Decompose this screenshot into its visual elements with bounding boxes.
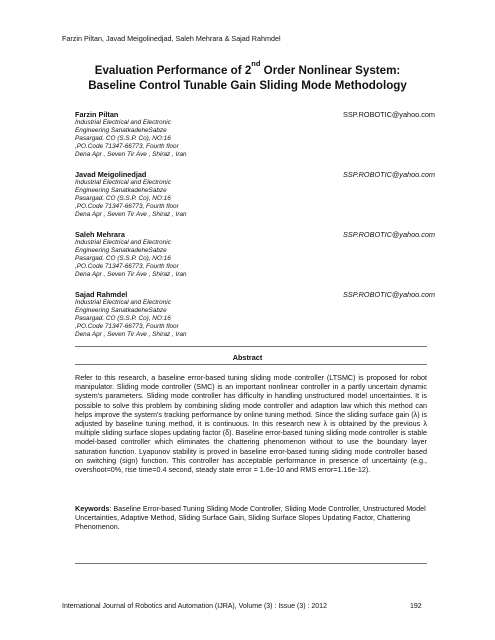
- author-email: SSP.ROBOTIC@yahoo.com: [342, 230, 435, 239]
- affiliation-line: Pasargad. CO (S.S.P. Co), NO:16: [75, 135, 171, 142]
- abstract-bottom-rule: [75, 563, 427, 564]
- affiliation-line: Industrial Electrical and Electronic: [75, 299, 171, 306]
- author-name: Saleh Mehrara: [75, 230, 125, 239]
- affiliation-line: Industrial Electrical and Electronic: [75, 239, 171, 246]
- affiliation-line: Dena Apr , Seven Tir Ave , Shiraz , Iran: [75, 151, 187, 158]
- title-line-1: [40, 59, 455, 78]
- affiliation-line: Industrial Electrical and Electronic: [75, 179, 171, 186]
- journal-footer: International Journal of Robotics and Automation (IJRA), Volume (3) : Issue (3) : 2012: [62, 603, 327, 610]
- author-name: Javad Meigolinedjad: [75, 170, 147, 179]
- title-line-1-prefix: Evaluation Performance of 2: [94, 64, 252, 77]
- abstract-text: Refer to this research, a baseline error-based tuning sliding mode controller (LTSMC) is proposed for robot manipulator. Sliding mode controller (SMC) is an important nonlinear controller in a partly uncertain dynamic system's parameters. Sliding mode controller has difficulty in handling unstructured model uncertainties. It is possible to solve this problem by combining sliding mode controller and adaption law which this method can helps improve the system's tracking performance by online tuning method. Since the sliding surface gain (λ) is adjusted by baseline tuning method, it is continuous. In this research new λ is obtained by the previous λ multiple sliding surface slopes updating factor (δ). Baseline error-based tuning sliding mode controller is stable model-based controller which eliminates the chattering phenomenon without to use the boundary layer saturation function. Lyapunov stability is proved in baseline error-based tuning sliding mode controller based on switching (sign) function. This controller has acceptable performance in presence of uncertainty (e.g., overshoot=0%, rise time=0.4 second, steady state error = 1.6e-10 and RMS error=1.16e-12).: [75, 373, 427, 475]
- title-superscript: nd: [251, 59, 261, 69]
- affiliation-line: Industrial Electrical and Electronic: [75, 119, 171, 126]
- affiliation-line: Pasargad. CO (S.S.P. Co), NO:16: [75, 255, 171, 262]
- paper-title: [40, 59, 455, 93]
- abstract-heading: Abstract: [232, 353, 263, 362]
- affiliation-line: ,PO.Code 71347-66773, Fourth floor: [75, 203, 179, 210]
- author-block-1: [75, 110, 435, 159]
- keywords-text: : Baseline Error-based Tuning Sliding Mode Controller, Sliding Mode Controller, Unstructured Model Uncertainties, Adaptive Method, Sliding Surface Gain, Sliding Surface Slopes Updating Factor, Chattering Phenomenon.: [75, 504, 426, 532]
- affiliation-line: Engineering SanatkadeheSabze: [75, 127, 167, 134]
- title-line-2: Baseline Control Tunable Gain Sliding Mode Methodology: [88, 79, 407, 92]
- affiliation-line: Dena Apr , Seven Tir Ave , Shiraz , Iran: [75, 271, 187, 278]
- keywords-paragraph: [75, 504, 427, 532]
- affiliation-line: Pasargad. CO (S.S.P. Co), NO:16: [75, 195, 171, 202]
- author-name: Sajad Rahmdel: [75, 290, 128, 299]
- affiliation-line: Engineering SanatkadeheSabze: [75, 247, 167, 254]
- affiliation-line: ,PO.Code 71347-66773, Fourth floor: [75, 143, 179, 150]
- title-line-1-suffix: Order Nonlinear System:: [260, 64, 401, 77]
- affiliation-line: Pasargad. CO (S.S.P. Co), NO:16: [75, 315, 171, 322]
- author-block-3: [75, 230, 435, 279]
- running-head: Farzin Piltan, Javad Meigolinedjad, Saleh Mehrara & Sajad Rahmdel: [62, 34, 281, 43]
- author-name: Farzin Piltan: [75, 110, 119, 119]
- affiliation-line: ,PO.Code 71347-66773, Fourth floor: [75, 263, 179, 270]
- keywords-label: Keywords: [75, 504, 110, 513]
- affiliation-line: Engineering SanatkadeheSabze: [75, 187, 167, 194]
- affiliation-line: Dena Apr , Seven Tir Ave , Shiraz , Iran: [75, 211, 187, 218]
- author-email: SSP.ROBOTIC@yahoo.com: [342, 170, 435, 179]
- affiliation-line: Dena Apr , Seven Tir Ave , Shiraz , Iran: [75, 331, 187, 338]
- author-block-2: [75, 170, 435, 219]
- affiliation-line: Engineering SanatkadeheSabze: [75, 307, 167, 314]
- page-number: 192: [410, 603, 422, 610]
- author-block-4: [75, 290, 435, 339]
- author-email: SSP.ROBOTIC@yahoo.com: [342, 110, 435, 119]
- abstract-top-rule: [75, 346, 427, 347]
- author-email: SSP.ROBOTIC@yahoo.com: [342, 290, 435, 299]
- abstract-heading-rule: [75, 364, 427, 365]
- affiliation-line: ,PO.Code 71347-66773, Fourth floor: [75, 323, 179, 330]
